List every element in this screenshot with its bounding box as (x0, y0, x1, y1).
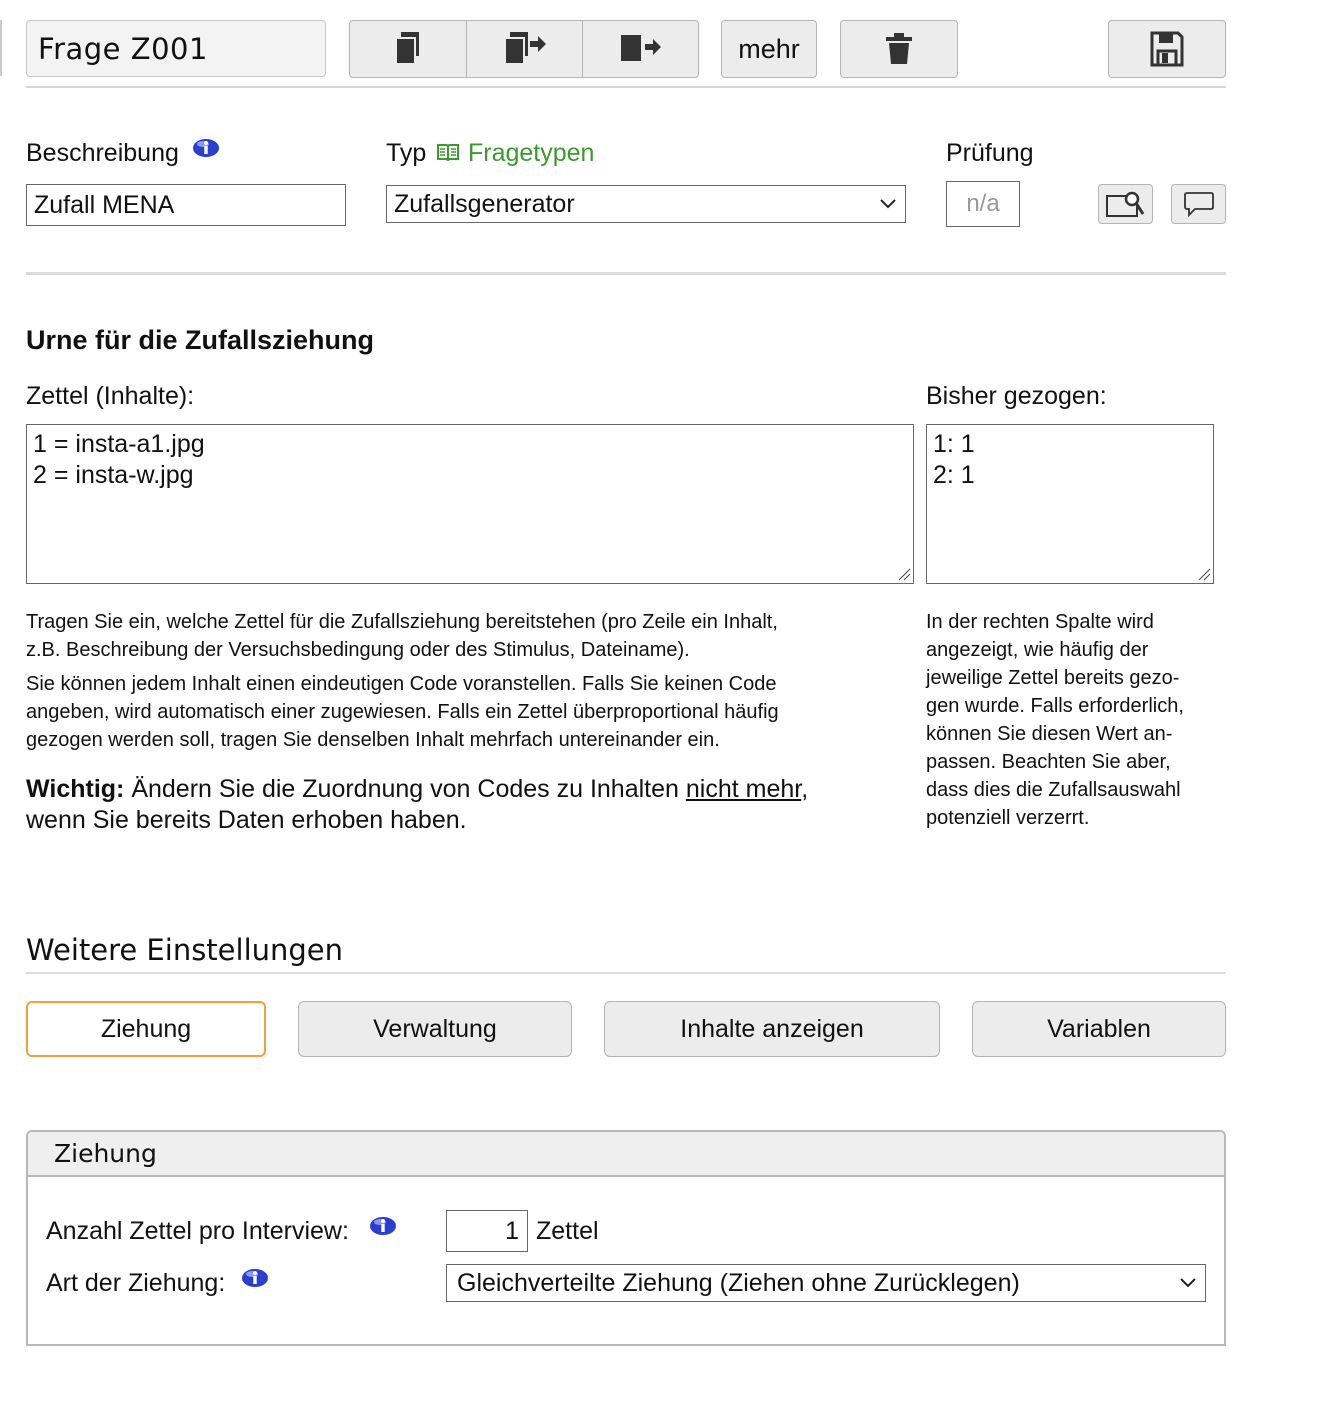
tab-label: Variablen (1047, 1014, 1151, 1043)
help-line: In der rechten Spalte wird (926, 611, 1154, 633)
fragetypen-link[interactable]: Fragetypen (468, 139, 595, 167)
delete-button[interactable] (840, 20, 958, 78)
move-icon (619, 33, 663, 65)
beschreibung-input[interactable] (26, 184, 346, 226)
comment-button[interactable] (1171, 184, 1226, 224)
copy-icon (393, 32, 423, 66)
urne-heading: Urne für die Zufallsziehung (26, 325, 375, 355)
tab-inhalte-anzeigen[interactable] (604, 1001, 940, 1057)
ziehung-panel-header (28, 1132, 1224, 1177)
trash-icon (885, 33, 913, 65)
gezogen-label: Bisher gezogen: (926, 382, 1107, 410)
anzahl-label: Anzahl Zettel pro Interview: (46, 1217, 349, 1245)
section-divider (26, 272, 1226, 275)
anzahl-value: 1 (505, 1216, 519, 1245)
gezogen-line: 1: 1 (933, 430, 975, 458)
art-select-value: Gleichverteilte Ziehung (Ziehen ohne Zurücklegen) (457, 1268, 1020, 1297)
help-line: jeweilige Zettel bereits gezo- (926, 667, 1180, 689)
resize-grip-icon[interactable] (897, 567, 911, 581)
check-search-button[interactable] (1098, 184, 1153, 224)
duplicate-button[interactable] (349, 20, 467, 78)
copy-to-button[interactable] (466, 20, 583, 78)
more-button[interactable] (721, 20, 817, 78)
pruefung-label: Prüfung (946, 139, 1034, 167)
help-line: dass dies die Zufallsauswahl (926, 779, 1181, 801)
help-line: angeben, wird automatisch einer zugewiesen. Falls ein Zettel überproportional häufig (26, 701, 779, 723)
tab-label: Verwaltung (373, 1014, 497, 1043)
warning-bold: Wichtig: (26, 775, 125, 803)
chevron-down-icon (1179, 1277, 1197, 1289)
warning-underline: nicht mehr (685, 775, 802, 803)
info-icon[interactable] (192, 138, 220, 158)
info-icon[interactable] (369, 1216, 397, 1236)
pruefung-value: n/a (966, 190, 1000, 217)
beschreibung-value: Zufall MENA (34, 190, 175, 219)
more-button-label: mehr (738, 33, 800, 64)
warning-text (26, 774, 916, 836)
zettel-line: 1 = insta-a1.jpg (33, 430, 205, 458)
help-line: Tragen Sie ein, welche Zettel für die Zufallsziehung bereitstehen (pro Zeile ein Inhalt, (26, 611, 778, 633)
anzahl-input[interactable] (446, 1210, 528, 1252)
speech-bubble-icon (1183, 191, 1215, 217)
resize-grip-icon[interactable] (1197, 567, 1211, 581)
art-select[interactable] (446, 1264, 1206, 1302)
help-line: Sie können jedem Inhalt einen eindeutigen Code voranstellen. Falls Sie keinen Code (26, 673, 777, 695)
toolbar-divider (26, 86, 1226, 88)
art-label: Art der Ziehung: (46, 1269, 226, 1297)
gezogen-help (926, 608, 1226, 832)
weitere-divider (26, 972, 1226, 974)
ziehung-panel-title: Ziehung (54, 1139, 157, 1168)
question-id-field[interactable] (26, 20, 326, 77)
warning-comma: , (801, 775, 809, 803)
typ-select-value: Zufallsgenerator (394, 189, 575, 218)
weitere-heading: Weitere Einstellungen (26, 933, 344, 967)
help-line: potenziell verzerrt. (926, 807, 1090, 829)
help-line: gezogen werden soll, tragen Sie denselben Inhalt mehrfach untereinander ein. (26, 729, 720, 751)
book-icon (436, 143, 460, 163)
left-edge-line (0, 20, 2, 76)
help-line: angezeigt, wie häufig der (926, 639, 1149, 661)
tab-label: Ziehung (100, 1014, 192, 1043)
typ-label: Typ (386, 139, 427, 167)
save-icon (1150, 31, 1184, 67)
beschreibung-label: Beschreibung (26, 139, 179, 167)
help-line: gen wurde. Falls erforderlich, (926, 695, 1184, 717)
anzahl-unit: Zettel (536, 1217, 599, 1245)
copy-move-icon (502, 32, 548, 66)
typ-select[interactable] (386, 185, 906, 223)
save-button[interactable] (1108, 20, 1226, 78)
tab-ziehung[interactable] (26, 1001, 266, 1057)
move-button[interactable] (582, 20, 699, 78)
pruefung-field (946, 181, 1020, 227)
chevron-down-icon (879, 198, 897, 210)
warning-body: Ändern Sie die Zuordnung von Codes zu Inhalten (124, 775, 686, 803)
help-line: passen. Beachten Sie aber, (926, 751, 1171, 773)
magnifier-window-icon (1106, 190, 1146, 218)
zettel-help (26, 608, 906, 754)
gezogen-line: 2: 1 (933, 461, 975, 489)
zettel-label: Zettel (Inhalte): (26, 382, 195, 410)
tab-verwaltung[interactable] (298, 1001, 572, 1057)
zettel-textarea[interactable] (26, 424, 914, 584)
tab-label: Inhalte anzeigen (680, 1014, 864, 1043)
warning-line-2: wenn Sie bereits Daten erhoben haben. (26, 806, 467, 834)
zettel-line: 2 = insta-w.jpg (33, 461, 194, 489)
tab-variablen[interactable] (972, 1001, 1226, 1057)
help-line: können Sie diesen Wert an- (926, 723, 1173, 745)
help-line: z.B. Beschreibung der Versuchsbedingung oder des Stimulus, Dateiname). (26, 639, 690, 661)
gezogen-textarea[interactable] (926, 424, 1214, 584)
info-icon[interactable] (241, 1268, 269, 1288)
question-id-text: Frage Z001 (38, 31, 208, 66)
